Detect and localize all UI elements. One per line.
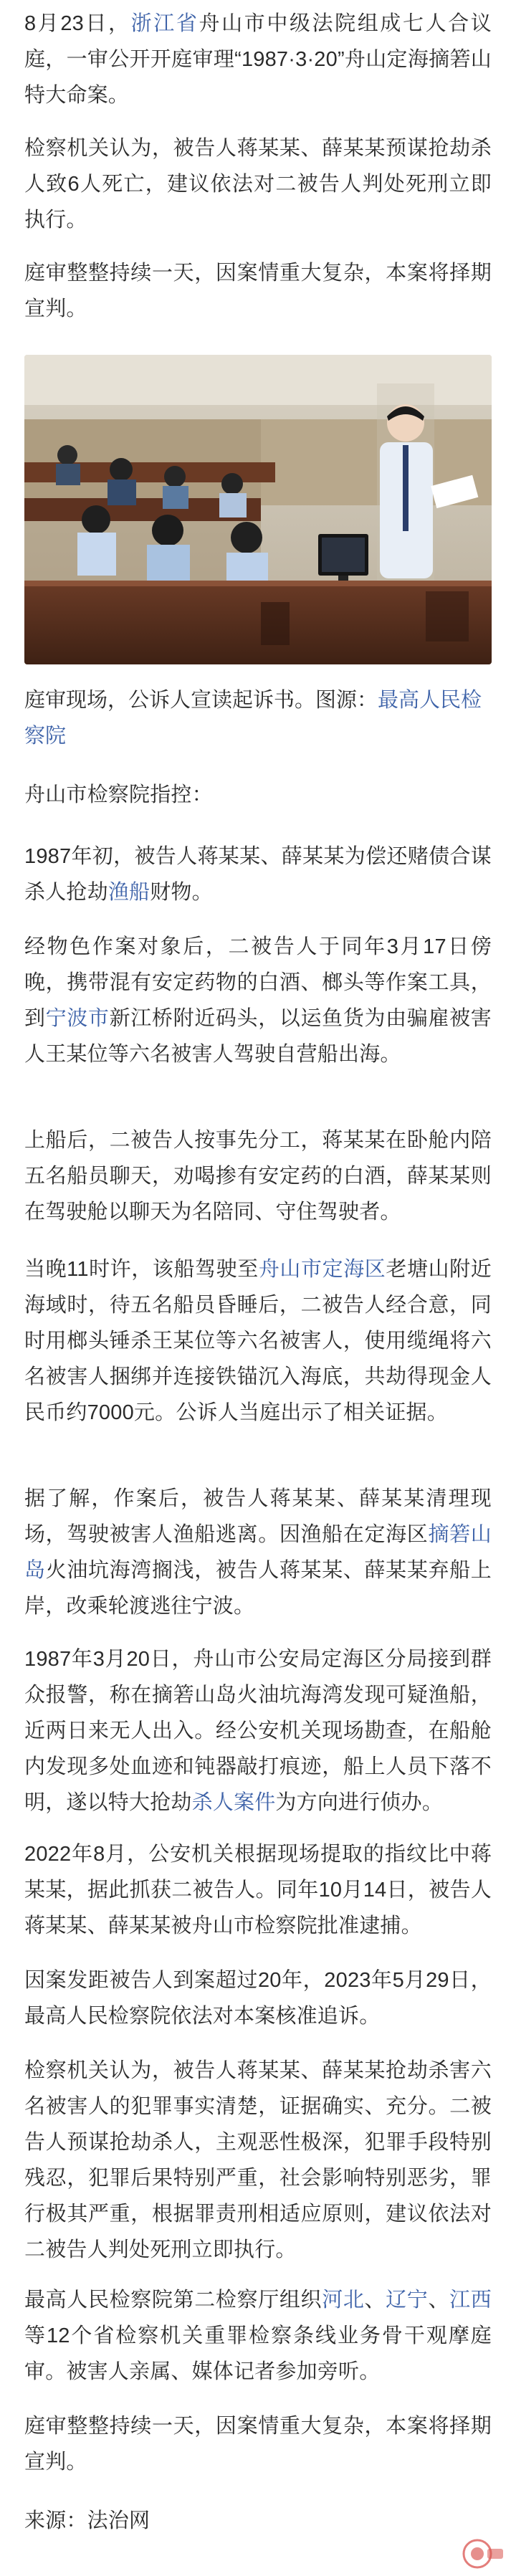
caption-text: 庭审现场，公诉人宣读起诉书。图源： [24,689,378,712]
link-zhairuoshan-island[interactable]: 摘箬山岛 [24,1523,492,1582]
paragraph-investigation [24,1641,492,1821]
text: 1987年初，被告人蒋某某、薛某某为偿还赌债合谋杀人抢劫 [24,845,492,904]
separator: 、 [428,2289,450,2312]
paragraph-prosecution-approval: 因案发距被告人到案超过20年，2023年5月29日，最高人民检察院依法对本案核准追诉。 [24,1969,492,2028]
paragraph-charges-heading: 舟山市检察院指控： [24,783,213,806]
paragraph-observers [24,2282,492,2390]
source-line: 来源：法治网 [24,2509,150,2532]
text: 老塘山附近海域时，待五名船员昏睡后，二被告人经合意，同时用榔头锤杀王某位等六名被害人，使用缆绳将六名被害人捆绑并连接铁锚沉入海底，共劫得现金人民币约7000元。公诉人当庭出示了相关证据。 [24,1258,492,1424]
paragraph-trial-duration: 庭审整整持续一天，因案情重大复杂，本案将择期宣判。 [24,262,492,320]
link-ningbo[interactable]: 宁波市 [45,1007,110,1030]
paragraph-intro [24,6,492,113]
photo-caption [24,682,492,754]
paragraph-trial-duration-repeat: 庭审整整持续一天，因案情重大复杂，本案将择期宣判。 [24,2415,492,2474]
paragraph-conspiracy [24,839,492,910]
text: 当晚11时许，该船驾驶至 [24,1258,259,1281]
courtroom-photo [24,355,492,664]
text: 8月23日， [24,12,131,35]
text: 据了解，作案后，被告人蒋某某、薛某某清理现场，驾驶被害人渔船逃离。因渔船在定海区 [24,1487,492,1546]
text: 等12个省检察机关重罪检察条线业务骨干观摩庭审。被害人亲属、媒体记者参加旁听。 [24,2324,492,2383]
paragraph-sentencing-recommendation: 检察机关认为，被告人蒋某某、薛某某抢劫杀害六名被害人的犯罪事实清楚，证据确实、充分。二被告人预谋抢劫杀人，主观恶性极深，犯罪手段特别残忍，犯罪后果特别严重，社会影响特别恶劣，罪行极其严重，根据罪责刑相适应原则，建议依法对二被告人判处死刑立即执行。 [24,2059,492,2261]
link-zhejiang[interactable]: 浙江省 [130,12,199,35]
text: 舟山市中级法院组成七人合议庭，一审公开开庭审理“1987·3·20”舟山定海摘箬山特大命案。 [24,12,492,107]
paragraph-crime-night [24,1251,492,1431]
text: 经物色作案对象后，二被告人于同年3月17日傍晚，携带混有安定药物的白酒、榔头等作案工具，到 [24,935,492,1030]
paragraph-escape [24,1481,492,1624]
watermark-logo-icon [462,2537,505,2570]
link-hebei[interactable]: 河北 [322,2289,365,2312]
text: 最高人民检察院第二检察厅组织 [24,2289,322,2312]
text: 1987年3月20日，舟山市公安局定海区分局接到群众报警，称在摘箬山岛火油坑海湾发现可疑渔船，近两日来无人出入。经公安机关现场勘查，在船舱内发现多处血迹和钝器敲打痕迹，船上人员下落不明，遂以特大抢劫 [24,1648,492,1814]
paragraph-preparation [24,929,492,1072]
link-jiangxi[interactable]: 江西 [449,2289,492,2312]
link-liaoning[interactable]: 辽宁 [386,2289,429,2312]
text: 财物。 [150,881,213,904]
paragraph-on-board: 上船后，二被告人按事先分工，蒋某某在卧舱内陪五名船员聊天，劝喝掺有安定药的白酒，薛某某则在驾驶舱以聊天为名陪同、守住驾驶者。 [24,1129,492,1223]
paragraph-prosecution-view: 检察机关认为，被告人蒋某某、薛某某预谋抢劫杀人致6人死亡，建议依法对二被告人判处死刑立即执行。 [24,137,492,232]
text: 为方向进行侦办。 [275,1791,444,1814]
link-fishing-boat[interactable]: 渔船 [108,881,150,904]
text: 新江桥附近码头，以运鱼货为由骗雇被害人王某位等六名被害人驾驶自营船出海。 [24,1007,492,1066]
caption-source-link[interactable]: 最高人民检察院 [24,689,482,748]
paragraph-arrest: 2022年8月，公安机关根据现场提取的指纹比中蒋某某，据此抓获二被告人。同年10月14日，被告人蒋某某、薛某某被舟山市检察院批准逮捕。 [24,1843,492,1937]
link-dinghai-district[interactable]: 舟山市定海区 [258,1258,386,1281]
link-homicide-case[interactable]: 杀人案件 [191,1791,276,1814]
separator: 、 [364,2289,386,2312]
text: 火油坑海湾搁浅，被告人蒋某某、薛某某弃船上岸，改乘轮渡逃往宁波。 [24,1559,492,1618]
